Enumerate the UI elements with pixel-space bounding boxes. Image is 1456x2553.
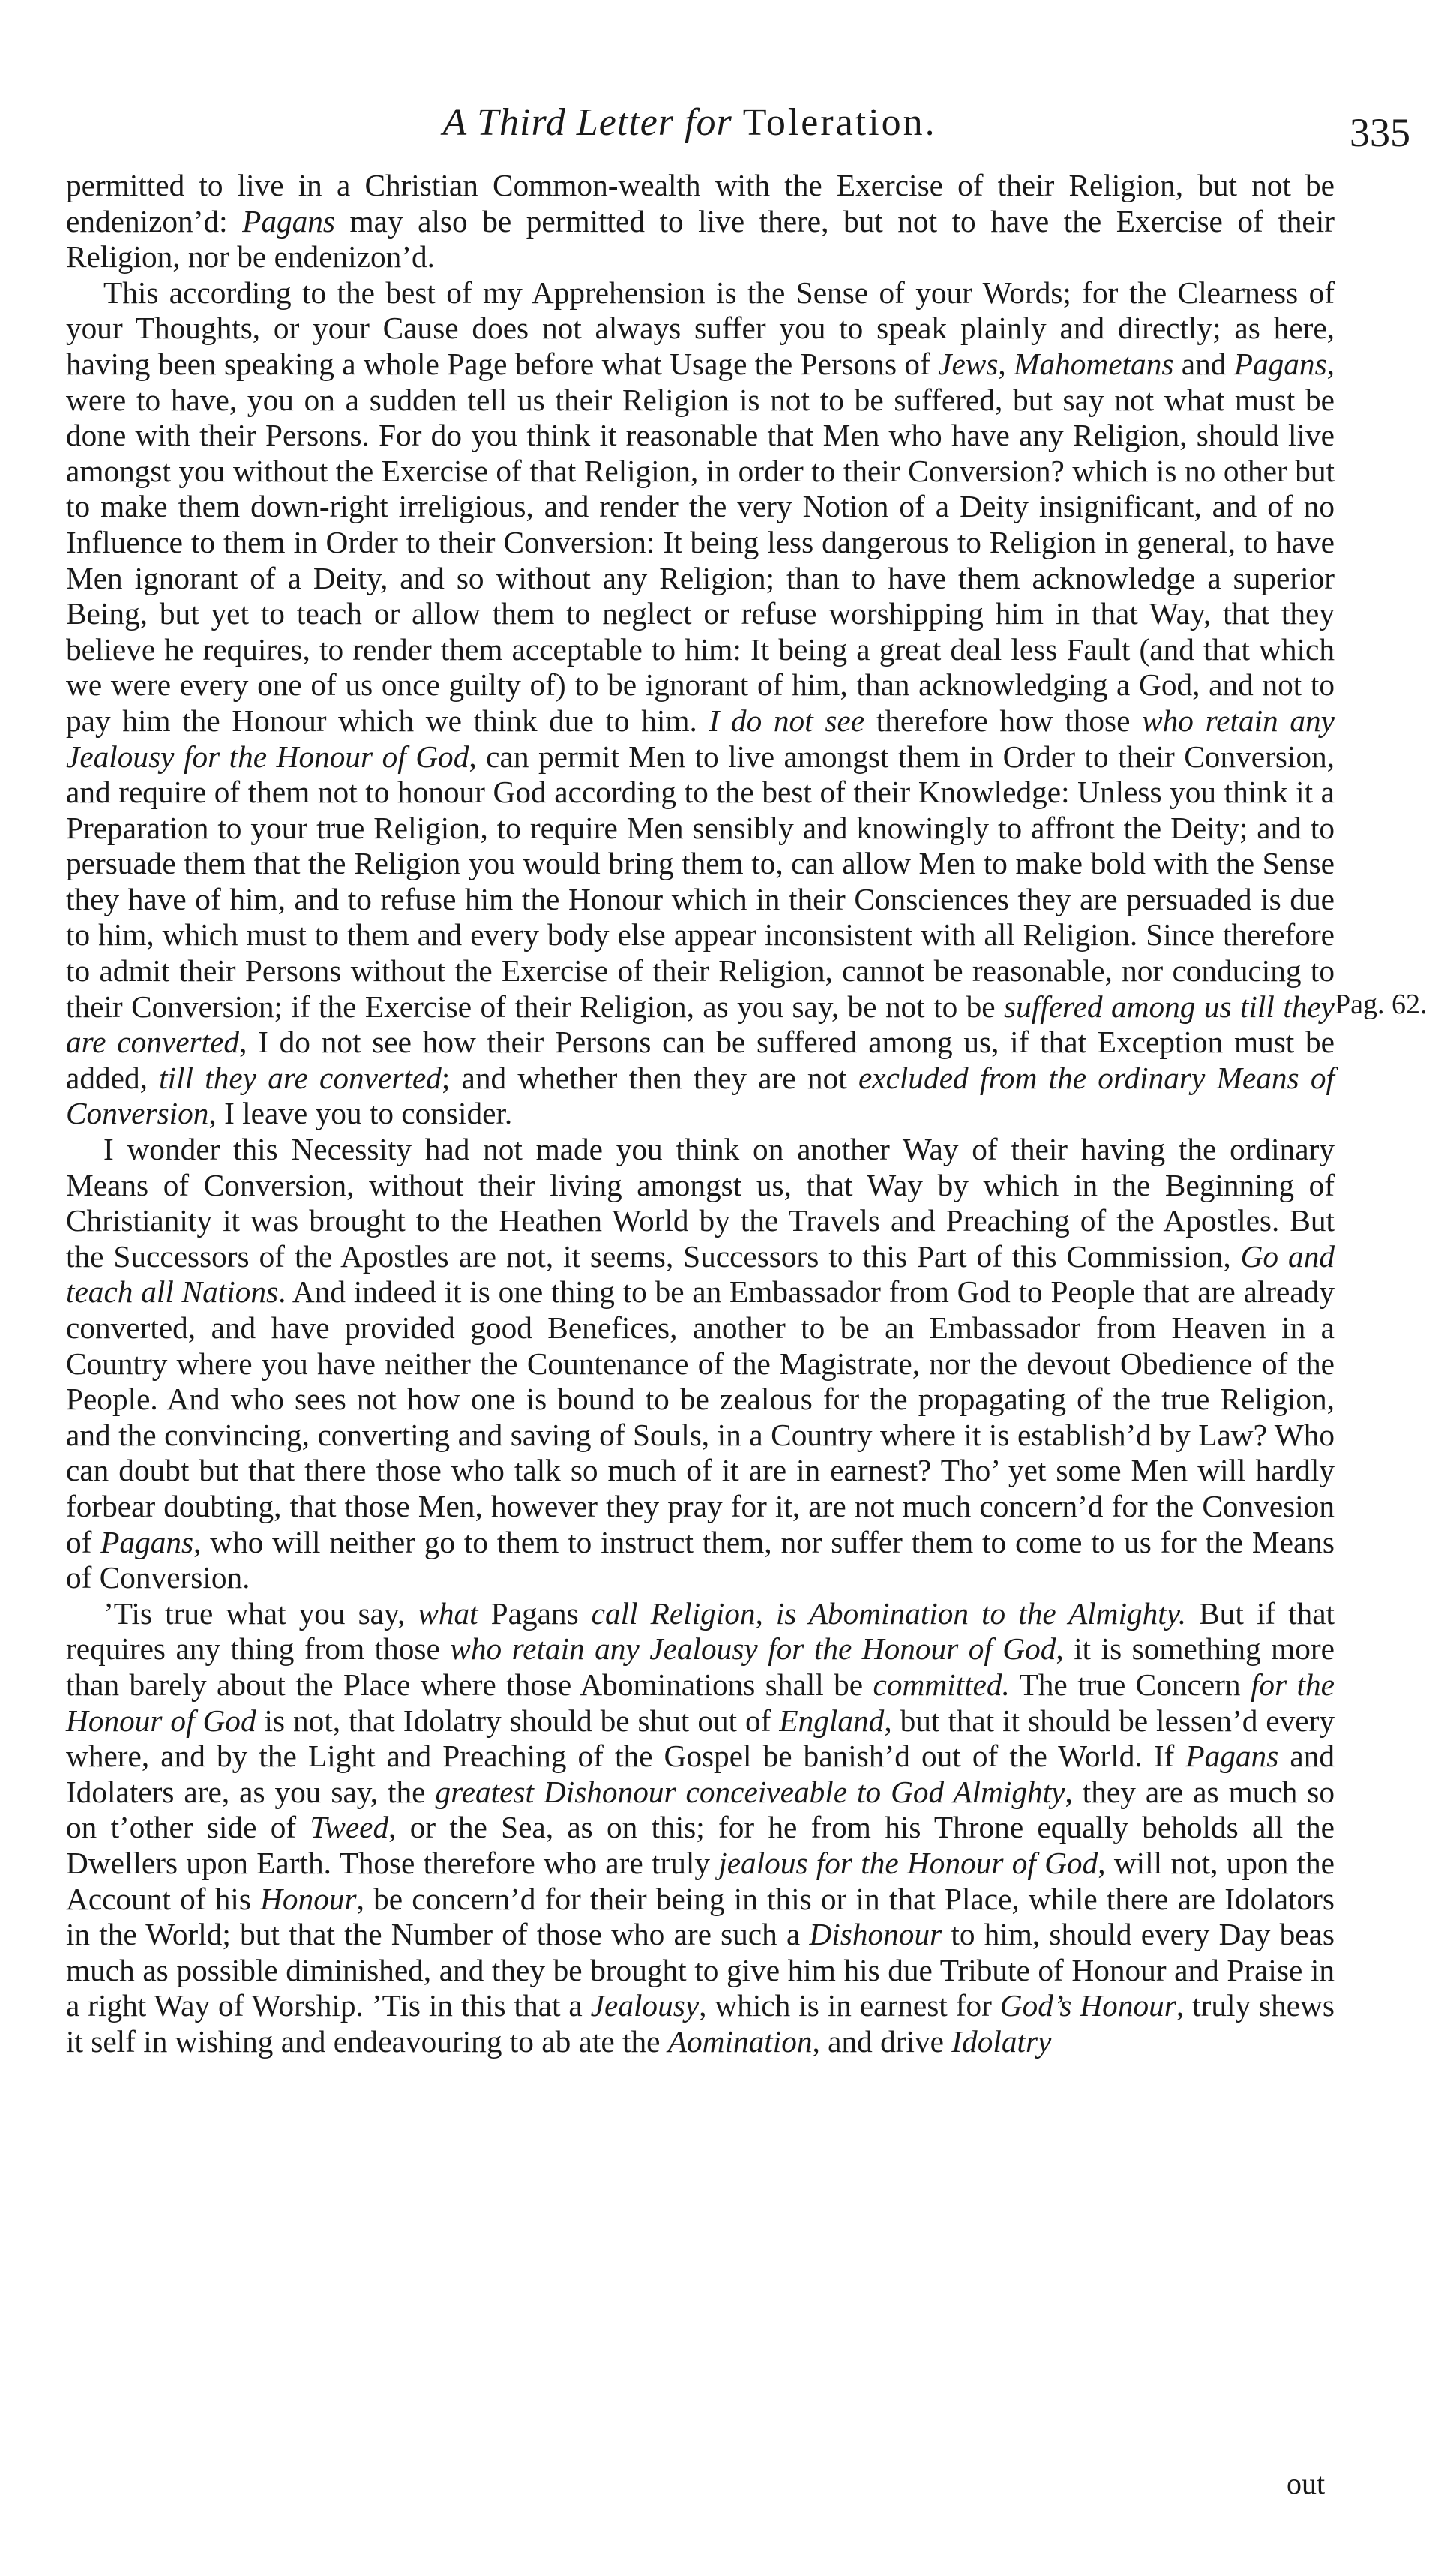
italic-text: Jews (938, 346, 999, 381)
italic-text: Dishonour (809, 1917, 942, 1952)
italic-text: jealous for the Honour of God (718, 1845, 1098, 1880)
italic-text: Pagans (1185, 1738, 1279, 1774)
paragraph (66, 1132, 1335, 1596)
text-run: , it is something more than barely about the Place where those Abominations shall be (66, 1631, 1335, 1702)
paragraph (66, 275, 1335, 1132)
italic-text: I do not see (709, 703, 865, 738)
paragraph (66, 1596, 1335, 2060)
text-run: , (998, 346, 1014, 381)
running-head-title: A Third Letter for (442, 101, 743, 144)
text-run: ; and whether then they are not (441, 1060, 858, 1095)
body-text (66, 168, 1335, 2060)
page-number: 335 (1350, 110, 1410, 155)
text-run: therefore how those (864, 703, 1143, 738)
italic-text: Jealousy (590, 1988, 700, 2024)
paragraph (66, 168, 1335, 275)
text-run: is not, that Idolatry should be shut out of (256, 1702, 780, 1738)
italic-text: Pagans (242, 203, 336, 238)
text-run: , I do not see how their Persons can be suffered among us, if that Exception must be added, (66, 1024, 1335, 1095)
text-run: permitted to live in a Christian Common-wealth with the Exercise of their Religion, but not be endenizon’d: (66, 168, 1335, 238)
italic-text: Tweed (310, 1810, 389, 1845)
text-run: , will not, upon the Account of his (66, 1845, 1335, 1916)
text-run: , truly shews it self in wishing and endeavouring to ab ate the (66, 1988, 1335, 2059)
italic-text: committed. (873, 1666, 1010, 1702)
text-run: Pagans (478, 1595, 592, 1630)
text-run: , be concern’d for their being in this or in that Place, while there are Idolators in the World; but that the Number of those who are such a (66, 1881, 1335, 1952)
italic-text: Pagans (100, 1524, 194, 1559)
text-run: , can permit Men to live amongst them in Order to their Conversion, and require of them not to honour God according to the best of their Knowledge: Unless you think it a Preparation to your true Religion, to require Men sensibly and knowingly to affront the Deity; and to persuade them that the Religion you would bring them to, can allow Men to make bold with the Sense they have of him, and to refuse him the Honour which in their Consciences they are persuaded is due to him, which must to them and every body else appear inconsistent with all Religion. Since therefore to admit their Persons without the Exercise of their Religion, cannot be reasonable, nor conducing to their Conversion; if the Exercise of their Religion, as you say, be not to be (66, 739, 1335, 1024)
margin-note: Pag. 62. (1335, 988, 1428, 1020)
running-head-title-caps: Toleration. (742, 101, 937, 144)
text-run: to him, should every Day beas much as possible diminished, and they be brought to give him his due Tribute of Honour and Praise in a right Way of Worship. ’Tis in this that a (66, 1917, 1335, 2024)
text-run: may also be permitted to live there, but not to have the Exercise of their Religion, nor be endenizon’d. (66, 203, 1335, 274)
italic-text: Mahometans (1014, 346, 1174, 381)
text-run: , they are as much so on t’other side of (66, 1774, 1335, 1845)
italic-text: excluded from the ordinary Means of Conversion (66, 1060, 1335, 1131)
text-run: I wonder this Necessity had not made you think on another Way of their having the ordinary Means of Conversion, without their living amongst us, that Way by which in the Beginning of Christianity it was brought to the Heathen World by the Travels and Preaching of the Apostles. But the Successors of the Apostles are not, it seems, Successors to this Part of this Commission, (66, 1132, 1335, 1274)
italic-text: who retain any Jealousy for the Honour of God (66, 703, 1335, 774)
text-run: and (1173, 346, 1234, 381)
italic-text: till they are converted (159, 1060, 442, 1095)
text-run: , who will neither go to them to instruct them, nor suffer them to come to us for the Means of Conversion. (66, 1524, 1335, 1595)
italic-text: England (779, 1702, 885, 1738)
text-run: ’Tis true what you say, (103, 1595, 418, 1630)
italic-text: what (418, 1595, 478, 1630)
italic-text: Aomination (667, 2024, 813, 2059)
text-run: The true Concern (1009, 1666, 1251, 1702)
text-run: , I leave you to consider. (208, 1096, 513, 1131)
text-run: , and drive (812, 2024, 952, 2059)
italic-text: for the Honour of God (66, 1666, 1335, 1738)
italic-text: Honour (260, 1881, 357, 1916)
italic-text: greatest Dishonour conceiveable to God Almighty (435, 1774, 1065, 1809)
text-run: . And indeed it is one thing to be an Embassador from God to People that are already converted, and have provided good Benefices, another to be an Embassador from Heaven in a Country where you have neither the Countenance of the Magistrate, nor the devout Obedience of the People. And who sees not how one is bound to be zealous for the propagating of the true Religion, and the convincing, converting and saving of Souls, in a Country where it is establish’d by Law? Who can doubt but that there those who talk so much of it are in earnest? Tho’ yet some Men will hardly forbear doubting, that those Men, however they pray for it, are not much concern’d for the Convesion of (66, 1274, 1335, 1559)
text-run: This according to the best of my Apprehension is the Sense of your Words; for the Clearness of your Thoughts, or your Cause does not always suffer you to speak plainly and directly; as here, having been speaking a whole Page before what Usage the Persons of (66, 274, 1335, 381)
text-run: and Idolaters are, as you say, the (66, 1738, 1335, 1809)
text-run: , were to have, you on a sudden tell us their Religion is not to be suffered, but say not what must be done with their Persons. For do you think it reasonable that Men who have any Religion, should live amongst you without the Exercise of that Religion, in order to their Conversion? which is no other but to make them down-right irreligious, and render the very Notion of a Deity insignificant, and of no Influence to them in Order to their Conversion: It being less dangerous to Religion in general, to have Men ignorant of a Deity, and so without any Religion; than to have them acknowledge a superior Being, but yet to teach or allow them to neglect or refuse worshipping him in that Way, that they believe he requires, to render them acceptable to him: It being a great deal less Fault (and that which we were every one of us once guilty of) to be ignorant of him, than acknowledging a God, and not to pay him the Honour which we think due to him. (66, 346, 1335, 738)
text-run: , which is in earnest for (699, 1988, 1000, 2024)
text-run: , or the Sea, as on this; for he from his Throne equally beholds all the Dwellers upon Earth. Those therefore who are truly (66, 1810, 1335, 1880)
italic-text: Idolatry (951, 2024, 1052, 2059)
text-run: , but that it should be lessen’d every where, and by the Light and Preaching of the Gospel be banish’d out of the World. If (66, 1702, 1335, 1774)
running-head (375, 101, 1005, 144)
italic-text: who retain any Jealousy for the Honour of God (450, 1631, 1056, 1666)
catchword: out (1287, 2467, 1326, 2500)
text-run: But if that requires any thing from those (66, 1595, 1335, 1666)
italic-text: God’s Honour (999, 1988, 1176, 2024)
italic-text: Pagans (1233, 346, 1327, 381)
italic-text: Go and teach all Nations (66, 1238, 1335, 1310)
italic-text: call Religion, is Abomination to the Almighty. (591, 1595, 1187, 1630)
italic-text: suffered among us till they are converted (66, 988, 1335, 1060)
